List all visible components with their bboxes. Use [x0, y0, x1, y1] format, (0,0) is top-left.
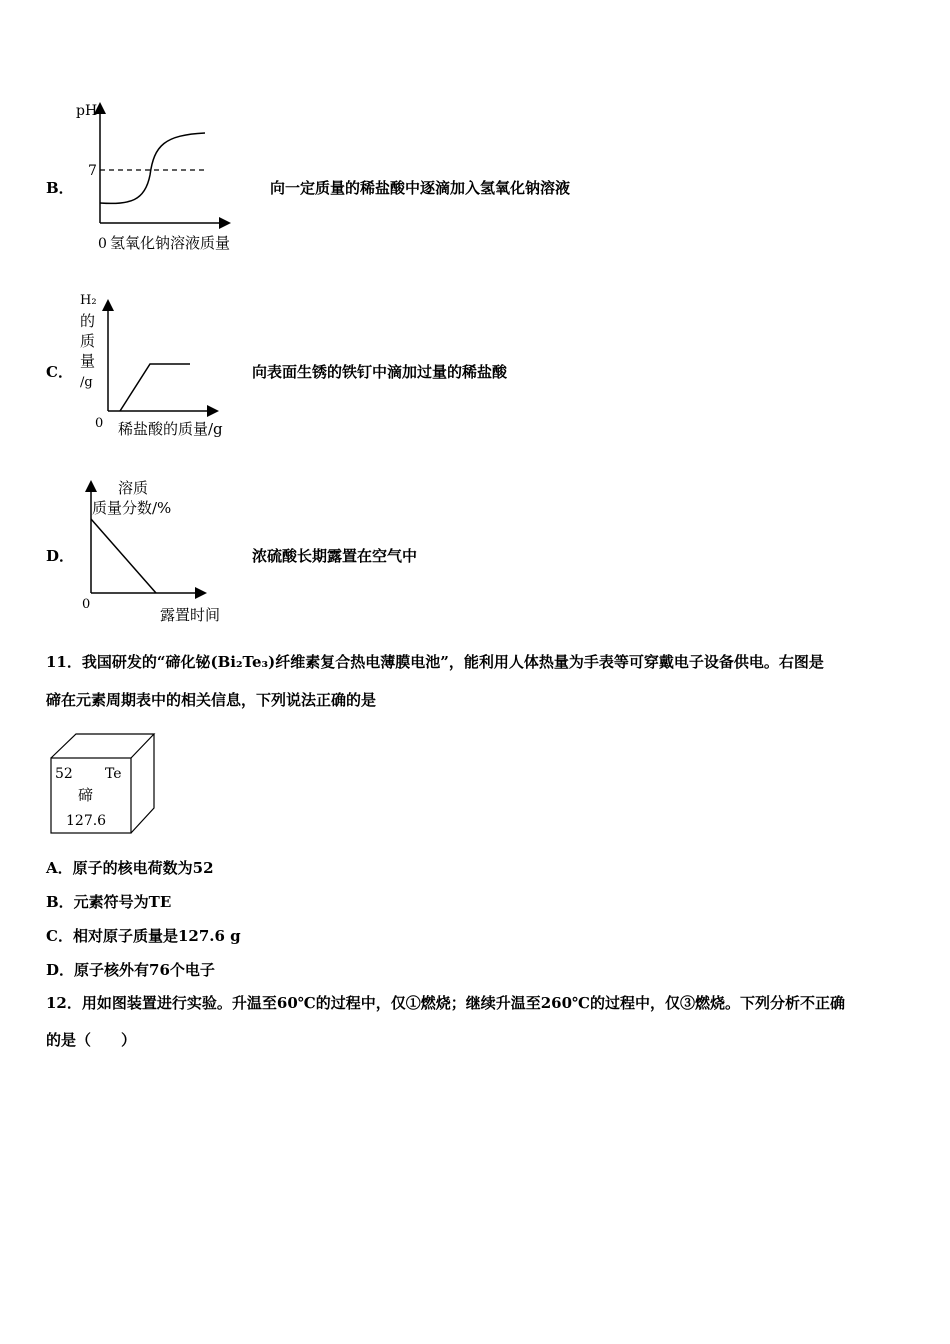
q11-choice-d: D．原子核外有76个电子 — [46, 961, 215, 979]
y-axis-label: pH — [76, 103, 98, 119]
option-d-label: D． — [46, 547, 75, 565]
y-axis-label-line: 质量分数/% — [92, 499, 172, 517]
y-axis-label-line: H₂ — [80, 293, 97, 308]
y-axis-label-line: 的 — [80, 312, 96, 330]
option-b-description: 向一定质量的稀盐酸中逐滴加入氢氧化钠溶液 — [270, 179, 571, 197]
x-axis-label: 露置时间 — [160, 606, 221, 624]
element-symbol: Te — [105, 766, 122, 782]
ph-curve — [100, 133, 205, 203]
q11-choice-a: A．原子的核电荷数为52 — [46, 859, 214, 877]
element-tile-figure — [46, 730, 161, 838]
question-12-stem-line2: 的是（ ） — [46, 1031, 137, 1049]
option-d-chart — [70, 475, 245, 627]
question-12-stem-line1: 12．用如图装置进行实验。升温至60℃的过程中，仅①燃烧；继续升温至260℃的过程中，仅③燃烧。下列分析不正确 — [46, 994, 846, 1012]
option-c-description: 向表面生锈的铁钉中滴加过量的稀盐酸 — [252, 363, 508, 381]
option-d-description: 浓硫酸长期露置在空气中 — [252, 547, 418, 565]
question-11-stem-line2: 碲在元素周期表中的相关信息，下列说法正确的是 — [46, 691, 377, 709]
y-axis-label-line: /g — [80, 375, 93, 390]
option-c-label: C． — [46, 363, 73, 381]
q11-choice-c: C．相对原子质量是127.6 g — [46, 927, 241, 945]
atomic-number: 52 — [55, 766, 73, 782]
y-axis-label-line: 溶质 — [118, 479, 149, 497]
y-axis-label-line: 量 — [80, 352, 96, 370]
option-c-chart — [70, 288, 245, 440]
option-b-chart — [70, 95, 270, 260]
question-11-stem-line1: 11．我国研发的“碲化铋(Bi₂Te₃)纤维素复合热电薄膜电池”，能利用人体热量为手表等可穿戴电子设备供电。右图是 — [46, 653, 824, 671]
fraction-line — [91, 519, 156, 593]
y-axis-label-line: 质 — [80, 332, 96, 350]
x-axis-label: 稀盐酸的质量/g — [118, 420, 223, 438]
q11-choice-b: B．元素符号为TE — [46, 893, 172, 911]
x-axis-label: 氢氧化钠溶液质量 — [110, 234, 231, 252]
origin-label: 0 — [95, 416, 104, 431]
element-name: 碲 — [78, 786, 94, 804]
origin-label: 0 — [82, 597, 91, 612]
h2-line — [120, 364, 190, 411]
option-b-label: B． — [46, 179, 74, 197]
ref-line-label: 7 — [88, 163, 97, 179]
origin-label: 0 — [98, 236, 107, 252]
atomic-mass: 127.6 — [66, 813, 107, 829]
